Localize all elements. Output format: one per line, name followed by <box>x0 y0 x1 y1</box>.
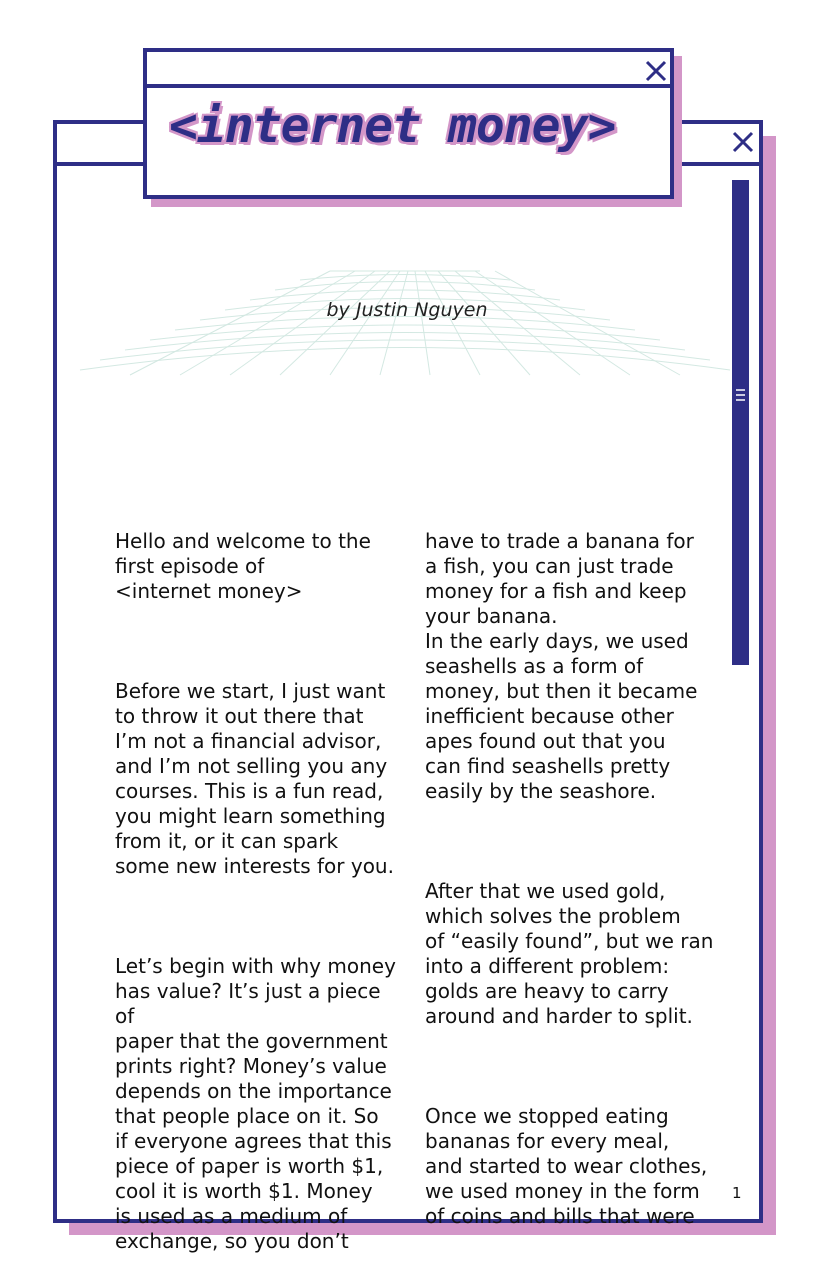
page-number: 1 <box>732 1184 742 1202</box>
scrollbar-thumb[interactable] <box>732 180 749 665</box>
page-title: <internet money> <box>169 98 616 154</box>
text-column-right <box>425 479 715 1228</box>
paragraph: Let’s begin with why money has value? It’s just a piece of paper that the government prints right? Money’s value depends on the importance that people place on it. So if everyone agrees that this piece of paper is worth $1, cool it is worth $1. Money is used as a medium of exchange, so you don’t <box>115 954 396 1253</box>
byline: by Justin Nguyen <box>326 299 488 321</box>
close-icon[interactable] <box>730 128 758 160</box>
paragraph: Once we stopped eating bananas for every meal, and started to wear clothes, we used money in the form of coins and bills that were <box>425 1104 708 1228</box>
header-window <box>143 48 674 199</box>
scrollbar-grip-icon <box>735 387 746 401</box>
paragraph: Hello and welcome to the first episode of <internet money> <box>115 529 371 603</box>
close-icon[interactable] <box>644 56 670 82</box>
header-window-titlebar-divider <box>147 84 670 88</box>
paragraph: After that we used gold, which solves the problem of “easily found”, but we ran into a different problem: golds are heavy to carry around and harder to split. <box>425 879 714 1028</box>
text-column-left <box>115 479 405 1253</box>
paragraph: have to trade a banana for a fish, you can just trade money for a fish and keep your banana. In the early days, we used seashells as a form of money, but then it became inefficient because other apes found out that you can find seashells pretty easily by the seashore. <box>425 529 698 803</box>
paragraph: Before we start, I just want to throw it out there that I’m not a financial advisor, and I’m not selling you any courses. This is a fun read, you might learn something from it, or it can spark some new interests for you. <box>115 679 394 878</box>
